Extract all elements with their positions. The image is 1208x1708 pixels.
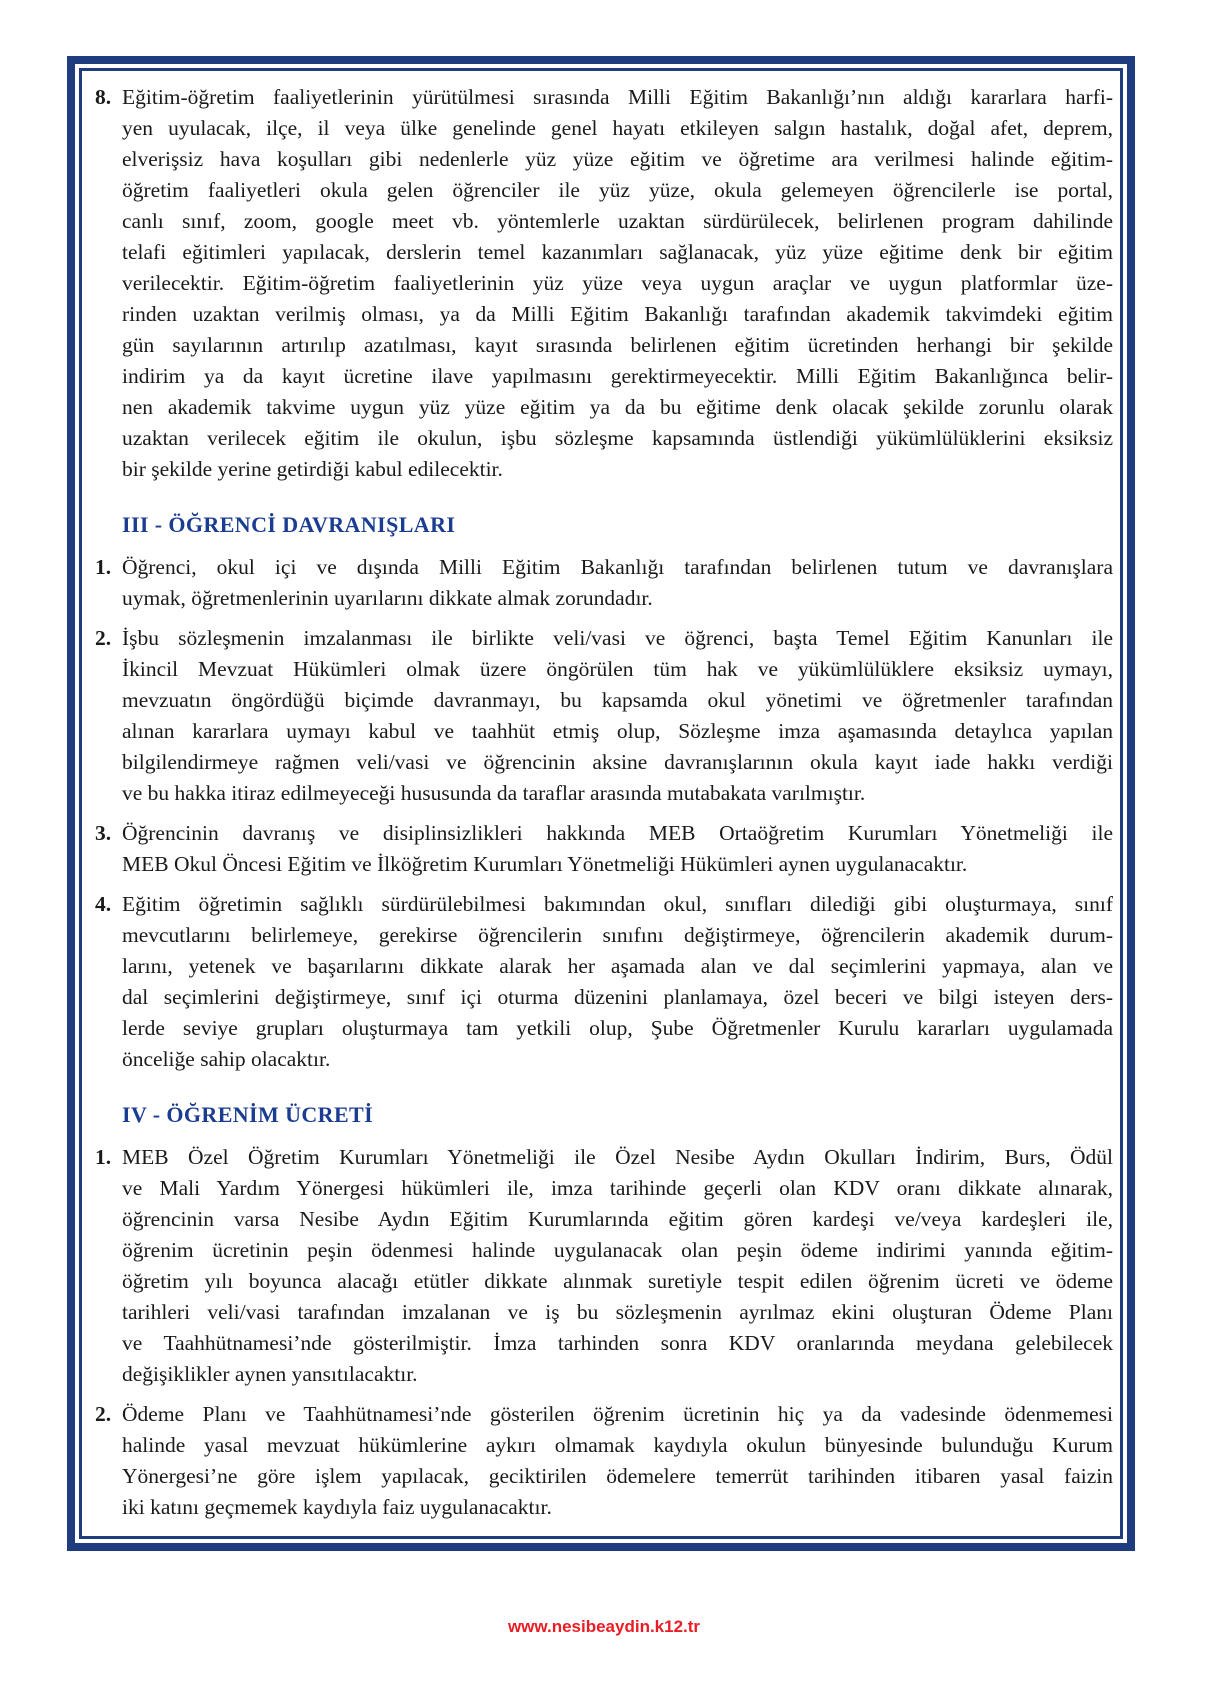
text-line: gün sayılarının artırılıp azatılması, kayıt sırasında belirlenen eğitim ücretinden herhangi bir şekilde [122,333,1113,357]
item-number: 1. [95,555,112,579]
contract-item [95,623,1113,809]
text-line: indirim ya da kayıt ücretine ilave yapılmasını gerektirmeyecektir. Milli Eğitim Bakanlığınca belir- [122,364,1113,388]
text-line: lerde seviye grupları oluşturmaya tam yetkili olup, Şube Öğretmenler Kurulu kararları uygulamada [122,1016,1113,1040]
text-line: değişiklikler aynen yansıtılacaktır. [122,1362,418,1386]
text-line: telafi eğitimleri yapılacak, derslerin temel kazanımları sağlanacak, yüz yüze eğitime denk bir eğitim [122,240,1113,264]
text-line: İşbu sözleşmenin imzalanması ile birlikte veli/vasi ve öğrenci, başta Temel Eğitim Kanunları ile [122,626,1113,650]
website-url: www.nesibeaydin.k12.tr [507,1617,701,1636]
text-line: rinden uzaktan verilmiş olması, ya da Milli Eğitim Bakanlığı tarafından akademik takvimdeki eğitim [122,302,1113,326]
text-line: mevcutlarını belirlemeye, gerekirse öğrencilerin sınıfını değiştirmeye, öğrencilerin akademik durum- [122,923,1113,947]
text-line: tarihleri veli/vasi tarafından imzalanan ve iş bu sözleşmenin ayrılmaz ekini oluşturan Ödeme Planı [122,1300,1113,1324]
text-line: yen uyulacak, ilçe, il veya ülke genelinde genel hayatı etkileyen salgın hastalık, doğal afet, deprem, [122,116,1113,140]
text-line: öğrencinin varsa Nesibe Aydın Eğitim Kurumlarında eğitim gören kardeşi ve/veya kardeşleri ile, [122,1207,1113,1231]
text-line: önceliğe sahip olacaktır. [122,1047,331,1071]
section-heading: IV - ÖĞRENİM ÜCRETİ [122,1102,374,1127]
text-line: Öğrenci, okul içi ve dışında Milli Eğitim Bakanlığı tarafından belirlenen tutum ve davranışlara [122,555,1113,579]
item-number: 4. [95,892,112,916]
text-line: ve Taahhütnamesi’nde gösterilmiştir. İmza tarhinden sonra KDV oranlarında meydana gelebilecek [122,1331,1113,1355]
text-line: öğretim yılı boyunca alacağı etütler dikkate alınmak suretiyle tespit edilen öğrenim ücreti ve ödeme [122,1269,1113,1293]
text-line: uymak, öğretmenlerinin uyarılarını dikkate almak zorundadır. [122,586,653,610]
text-line: Öğrencinin davranış ve disiplinsizlikleri hakkında MEB Ortaöğretim Kurumları Yönetmeliği ile [122,821,1113,845]
text-line: canlı sınıf, zoom, google meet vb. yöntemlerle uzaktan sürdürülecek, belirlenen program dahilinde [122,209,1113,233]
contract-item [95,82,1113,485]
text-line: ve Mali Yardım Yönergesi hükümleri ile, imza tarihinde geçerli olan KDV oranı dikkate alınarak, [122,1176,1113,1200]
text-line: bir şekilde yerine getirdiği kabul edilecektir. [122,457,503,481]
text-line: elverişsiz hava koşulları gibi nedenlerle yüz yüze eğitim ve öğretime ara verilmesi halinde eğitim- [122,147,1113,171]
contract-blocks [95,82,1113,1523]
contract-item [95,552,1113,614]
page-border-frame [67,56,1135,1551]
text-line: mevzuatın öngördüğü biçimde davranmayı, bu kapsamda okul yönetimi ve öğretmenler tarafından [122,688,1113,712]
text-line: bilgilendirmeye rağmen veli/vasi ve öğrencinin aksine davranışlarının okula kayıt iade hakkı verdiği [122,750,1113,774]
item-number: 1. [95,1145,112,1169]
contract-item [95,1399,1113,1523]
text-line: Yönergesi’ne göre işlem yapılacak, geciktirilen ödemelere temerrüt tarihinden itibaren yasal faizin [122,1464,1113,1488]
text-line: Eğitim-öğretim faaliyetlerinin yürütülmesi sırasında Milli Eğitim Bakanlığı’nın aldığı kararlara harfi- [122,85,1113,109]
text-line: dal seçimlerini değiştirmeye, sınıf içi oturma düzenini planlamaya, özel beceri ve bilgi isteyen ders- [122,985,1113,1009]
text-line: MEB Özel Öğretim Kurumları Yönetmeliği ile Özel Nesibe Aydın Okulları İndirim, Burs, Ödül [122,1145,1113,1169]
text-line: alınan kararlara uymayı kabul ve taahhüt etmiş olup, Sözleşme imza aşamasında detaylıca yapılan [122,719,1113,743]
section-heading: III - ÖĞRENCİ DAVRANIŞLARI [122,512,456,537]
contract-item [95,1142,1113,1390]
text-line: iki katını geçmemek kaydıyla faiz uygulanacaktır. [122,1495,552,1519]
text-line: uzaktan verilecek eğitim ile okulun, işbu sözleşme kapsamında üstlendiği yükümlülüklerini eksiksiz [122,426,1113,450]
text-line: ve bu hakka itiraz edilmeyeceği hususunda da taraflar arasında mutabakata varılmıştır. [122,781,866,805]
item-number: 2. [95,1402,112,1426]
text-line: öğrenim ücretinin peşin ödenmesi halinde uygulanacak olan peşin ödeme indirimi yanında eğitim- [122,1238,1113,1262]
item-number: 2. [95,626,112,650]
item-number: 8. [95,85,112,109]
text-line: nen akademik takvime uygun yüz yüze eğitim ya da bu eğitime denk olacak şekilde zorunlu olarak [122,395,1113,419]
text-line: larını, yetenek ve başarılarını dikkate alarak her aşamada alan ve dal seçimlerini yapmaya, alan ve [122,954,1113,978]
contract-item [95,818,1113,880]
text-line: İkincil Mevzuat Hükümleri olmak üzere öngörülen tüm hak ve yükümlülüklere eksiksiz uymayı, [122,657,1113,681]
text-line: verilecektir. Eğitim-öğretim faaliyetlerinin yüz yüze veya uygun araçlar ve uygun platformlar üze- [122,271,1113,295]
text-line: halinde yasal mevzuat hükümlerine aykırı olmamak kaydıyla okulun bünyesinde bulunduğu Kurum [122,1433,1113,1457]
text-line: Eğitim öğretimin sağlıklı sürdürülebilmesi bakımından okul, sınıfları dilediği gibi oluşturmaya, sınıf [122,892,1113,916]
text-line: MEB Okul Öncesi Eğitim ve İlköğretim Kurumları Yönetmeliği Hükümleri aynen uygulanacaktır. [122,852,968,876]
text-line: öğretim faaliyetleri okula gelen öğrenciler ile yüz yüze, okula gelemeyen öğrencilerle ise portal, [122,178,1113,202]
text-line: Ödeme Planı ve Taahhütnamesi’nde gösterilen öğrenim ücretinin hiç ya da vadesinde ödenmemesi [122,1402,1113,1426]
item-number: 3. [95,821,112,845]
contract-item [95,889,1113,1075]
page-border-inner-line [79,68,1123,1539]
